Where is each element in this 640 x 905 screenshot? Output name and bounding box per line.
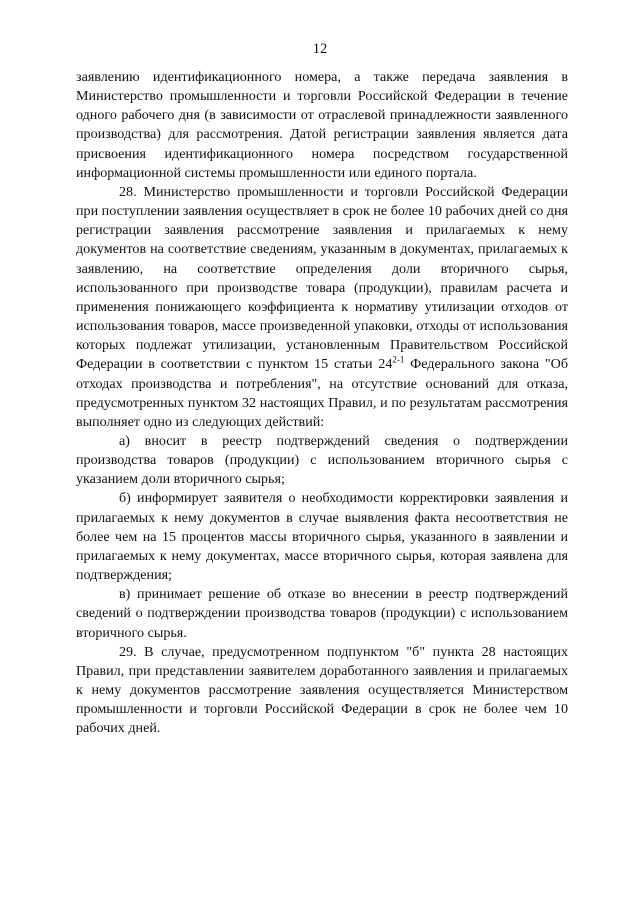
paragraph-29: 29. В случае, предусмотренном подпунктом "б" пункта 28 настоящих Правил, при представлении заявителем доработанного заявления и прилагаемых к нему документов рассмотрение заявления осуществляется Министерством промышленности и торговли Российской Федерации в срок не более чем 10 рабочих дней.: [76, 643, 568, 737]
document-body: [76, 68, 568, 738]
paragraph-continuation: заявлению идентификационного номера, а также передача заявления в Министерство промышленности и торговли Российской Федерации в течение одного рабочего дня (в зависимости от отраслевой принадлежности заявленного производства) для рассмотрения. Датой регистрации заявления является дата присвоения идентификационного номера посредством государственной информационной системы промышленности или единого портала.: [76, 69, 568, 181]
paragraph-28: [76, 183, 568, 432]
subparagraph-c: в) принимает решение об отказе во внесении в реестр подтверждений сведений о подтверждении производства товаров (продукции) с использованием вторичного сырья.: [76, 586, 568, 641]
page-number: 12: [312, 41, 328, 57]
paragraph-28-text: 28. Министерство промышленности и торговли Российской Федерации при поступлении заявления осуществляет в срок не более 10 рабочих дней со дня регистрации заявления рассмотрение заявления и прилагаемых к нему документов на соответствие сведениям, указанным в документах, прилагаемых к заявлению, на соответствие определения доли вторичного сырья, использованного при производстве товара (продукции), правилам расчета и применения понижающего коэффициента к нормативу утилизации отходов от использования товаров, массе произведенной упаковки, отходы от использования которых подлежат утилизации, установленным Правительством Российской Федерации в соответствии с пунктом 15 статьи 24: [76, 183, 568, 373]
paragraph-28-superscript: 2-1: [392, 354, 405, 365]
subparagraph-a: а) вносит в реестр подтверждений сведения о подтверждении производства товаров (продукции) с использованием вторичного сырья с указанием доли вторичного сырья;: [76, 432, 568, 488]
paragraph-28-text-continued: Федерального закона "Об отходах производства и потребления", на отсутствие оснований для отказа, предусмотренных пунктом 32 настоящих Правил, и по результатам рассмотрения выполняет одно из следующих действий:: [76, 356, 569, 430]
subparagraph-b: б) информирует заявителя о необходимости корректировки заявления и прилагаемых к нему документов в случае выявления факта несоответствия не более чем на 15 процентов массы вторичного сырья, указанного в заявлении и прилагаемых к нему документах, массе вторичного сырья, которая заявлена для подтверждения;: [76, 490, 568, 584]
